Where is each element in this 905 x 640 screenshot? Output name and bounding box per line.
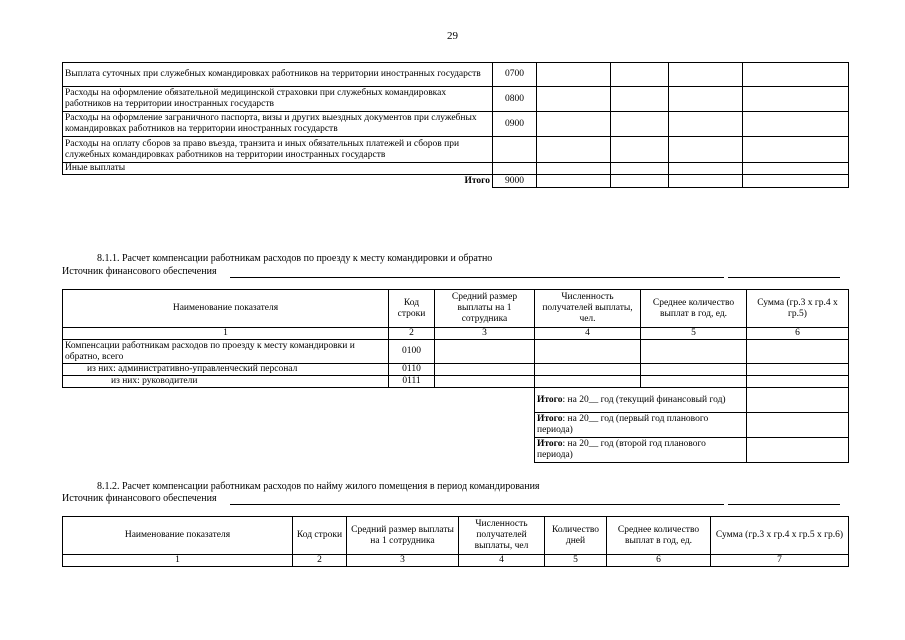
header-cell: Код строки — [293, 517, 347, 555]
header-cell: Сумма (гр.3 х гр.4 х гр.5 х гр.6) — [711, 517, 849, 555]
total-row — [63, 388, 849, 413]
source-underline — [230, 277, 724, 278]
blank-cell — [63, 388, 389, 413]
value-cell — [669, 137, 743, 163]
value-cell — [611, 87, 669, 112]
travel-compensation-table — [62, 289, 849, 463]
value-cell — [743, 137, 849, 163]
value-cell — [747, 413, 849, 438]
value-cell — [641, 340, 747, 364]
total-label — [535, 388, 747, 413]
value-cell — [747, 388, 849, 413]
blank-cell — [63, 438, 389, 463]
value-cell — [743, 63, 849, 87]
column-number: 2 — [389, 328, 435, 340]
blank-cell — [435, 388, 535, 413]
row-code: 0900 — [493, 112, 537, 137]
total-row — [63, 175, 849, 188]
table-row — [63, 163, 849, 175]
page-number: 29 — [447, 30, 458, 42]
total-period: : на 20__ год (второй год планового периода) — [537, 439, 706, 460]
row-name: из них: руководители — [63, 376, 389, 388]
column-number: 5 — [641, 328, 747, 340]
table-row — [63, 376, 849, 388]
value-cell — [435, 376, 535, 388]
column-number: 4 — [459, 555, 545, 567]
value-cell — [435, 364, 535, 376]
source-underline — [728, 277, 840, 278]
blank-cell — [389, 438, 435, 463]
row-name: Расходы на оформление обязательной медицинской страховки при служебных командировках работников на территории иностранных государств — [63, 87, 493, 112]
table-row — [63, 87, 849, 112]
column-number: 7 — [711, 555, 849, 567]
value-cell — [537, 112, 611, 137]
table-row — [63, 137, 849, 163]
header-cell: Наименование показателя — [63, 517, 293, 555]
blank-cell — [63, 413, 389, 438]
value-cell — [537, 175, 611, 188]
blank-cell — [389, 413, 435, 438]
table-row — [63, 340, 849, 364]
column-number: 1 — [63, 555, 293, 567]
column-number: 5 — [545, 555, 607, 567]
value-cell — [669, 112, 743, 137]
value-cell — [669, 87, 743, 112]
row-code: 0100 — [389, 340, 435, 364]
value-cell — [743, 163, 849, 175]
row-name: Выплата суточных при служебных командировках работников на территории иностранных государств — [63, 63, 493, 87]
source-underline — [728, 504, 840, 505]
total-code: 9000 — [493, 175, 537, 188]
value-cell — [669, 175, 743, 188]
value-cell — [747, 364, 849, 376]
row-code — [493, 163, 537, 175]
source-label: Источник финансового обеспечения — [62, 266, 217, 277]
value-cell — [747, 376, 849, 388]
table-row — [63, 63, 849, 87]
header-row — [63, 290, 849, 328]
column-number-row — [63, 328, 849, 340]
total-row — [63, 413, 849, 438]
header-row — [63, 517, 849, 555]
source-underline — [230, 504, 724, 505]
value-cell — [537, 137, 611, 163]
column-number: 3 — [347, 555, 459, 567]
value-cell — [611, 137, 669, 163]
row-name: Расходы на оформление заграничного паспорта, визы и других выездных документов при служебных командировках работников на территории иностранных государств — [63, 112, 493, 137]
value-cell — [537, 163, 611, 175]
total-label — [535, 438, 747, 463]
column-number: 6 — [607, 555, 711, 567]
value-cell — [537, 87, 611, 112]
source-label: Источник финансового обеспечения — [62, 493, 217, 504]
header-cell: Наименование показателя — [63, 290, 389, 328]
value-cell — [747, 340, 849, 364]
value-cell — [641, 376, 747, 388]
header-cell: Численность получателей выплаты, чел — [459, 517, 545, 555]
table-row — [63, 364, 849, 376]
value-cell — [743, 87, 849, 112]
row-code: 0700 — [493, 63, 537, 87]
header-cell: Численность получателей выплаты, чел. — [535, 290, 641, 328]
column-number-row — [63, 555, 849, 567]
value-cell — [611, 163, 669, 175]
blank-cell — [389, 388, 435, 413]
row-code: 0111 — [389, 376, 435, 388]
header-cell: Среднее количество выплат в год, ед. — [607, 517, 711, 555]
total-label: Итого — [63, 175, 493, 188]
value-cell — [747, 438, 849, 463]
value-cell — [535, 376, 641, 388]
header-cell: Количество дней — [545, 517, 607, 555]
value-cell — [743, 175, 849, 188]
table-row — [63, 112, 849, 137]
row-name: из них: административно-управленческий персонал — [63, 364, 389, 376]
row-code — [493, 137, 537, 163]
row-code: 0800 — [493, 87, 537, 112]
blank-cell — [435, 413, 535, 438]
total-word: Итого — [537, 439, 563, 450]
header-cell: Средний размер выплаты на 1 сотрудника — [435, 290, 535, 328]
housing-compensation-table — [62, 516, 849, 567]
travel-expenses-table — [62, 62, 849, 188]
total-word: Итого — [537, 394, 563, 405]
section-title-8-1-1: 8.1.1. Расчет компенсации работникам расходов по проезду к месту командировки и обратно — [97, 253, 493, 264]
column-number: 2 — [293, 555, 347, 567]
header-cell: Код строки — [389, 290, 435, 328]
row-name: Расходы на оплату сборов за право въезда, транзита и иных обязательных платежей и сборов при служебных командировках работников на территории иностранных государств — [63, 137, 493, 163]
section-title-8-1-2: 8.1.2. Расчет компенсации работникам расходов по найму жилого помещения в период командирования — [97, 481, 540, 492]
value-cell — [611, 63, 669, 87]
header-cell: Среднее количество выплат в год, ед. — [641, 290, 747, 328]
row-code: 0110 — [389, 364, 435, 376]
header-cell: Сумма (гр.3 х гр.4 х гр.5) — [747, 290, 849, 328]
blank-cell — [435, 438, 535, 463]
column-number: 6 — [747, 328, 849, 340]
column-number: 4 — [535, 328, 641, 340]
total-period: : на 20__ год (первый год планового периода) — [537, 414, 709, 435]
value-cell — [611, 175, 669, 188]
value-cell — [435, 340, 535, 364]
value-cell — [611, 112, 669, 137]
row-name: Компенсации работникам расходов по проезду к месту командировки и обратно, всего — [63, 340, 389, 364]
total-label — [535, 413, 747, 438]
value-cell — [669, 63, 743, 87]
total-period: : на 20__ год (текущий финансовый год) — [562, 394, 726, 405]
total-row — [63, 438, 849, 463]
row-name: Иные выплаты — [63, 163, 493, 175]
value-cell — [537, 63, 611, 87]
column-number: 3 — [435, 328, 535, 340]
value-cell — [743, 112, 849, 137]
value-cell — [641, 364, 747, 376]
value-cell — [535, 340, 641, 364]
value-cell — [535, 364, 641, 376]
value-cell — [669, 163, 743, 175]
total-word: Итого — [537, 414, 563, 425]
header-cell: Средний размер выплаты на 1 сотрудника — [347, 517, 459, 555]
column-number: 1 — [63, 328, 389, 340]
